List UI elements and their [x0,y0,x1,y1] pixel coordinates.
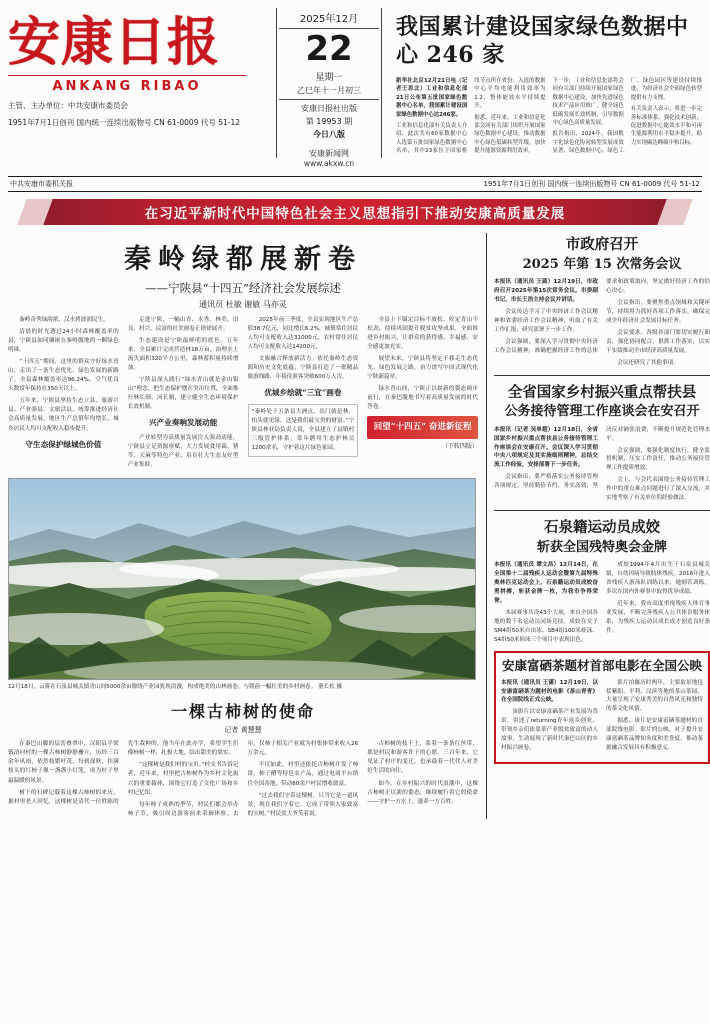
lead-paragraph: 走进宁陕，一幅山青、水秀、林美、田良、村兴、民富的壮美画卷正徐徐展开。 [127,317,239,333]
date-organization: 安康新闻网 [309,149,349,159]
right-paragraph: 本报讯（通讯员 王圆）12月19日，市政府召开2025年第15次常务会议。市委副书记、市长王浩主持会议并讲话。 [494,279,598,303]
lead-article-title: 秦岭绿都展新卷 [124,244,362,275]
date-issue-number: 第 19953 期 [305,117,353,127]
right-paragraph: 本报讯（通讯员 谭文昌）12月14日，在全国第十二届残疾人运动会暨第九届特殊奥林匹克运动会上，石泉籍运动员成姣奋勇拼搏，斩获金牌一枚，为我市争得荣誉。 [494,562,598,605]
lead-paragraph: 2025年前三季度，全县实现地区生产总值38.7亿元，同比增长6.2%，城镇常住居民人均可支配收入达31000元，农村常住居民人均可支配收入达14200元。 [247,317,359,351]
right-article-2-title-line2: 公务接待管理工作座谈会在安召开 [504,404,700,420]
sub-paragraph: 古柿树的枝干上，系着一条条红丝带，那是村民和游客许下的心愿。三百年来，它见证了村庄的变迁，也承载着一代代人对美好生活的向往。 [367,741,478,775]
right-paragraph: 会议要求，各级各部门要切实履行职责，强化协同配合，狠抓工作落实，以实干实绩推动全市经济高质量发展。 [606,329,710,354]
website-url[interactable]: www.akxw.cn [303,159,355,169]
date-lunar: 乙巳年十一月初三 [297,86,361,96]
right-article-1-body [494,278,710,367]
right-paragraph: 会议指出，要聚焦重点领域和关键环节，持续用力抓好各项工作落实，确保完成全年经济社会发展目标任务。 [606,299,710,324]
right-paragraph: 本报讯（通讯员 王潇）12月19日，以安康富硒茶为题材的电影《茶山青青》在全国院线正式公映。 [501,679,598,704]
photo-block [8,478,478,691]
sub-paragraph: 树下的石碑记载着这棵古柿树的来历。据村里老人回忆，这棵树是清代一位姓陈的先生栽种的，他当年在此办学，希望学生们像柿树一样，扎根大地，结出甜美的果实。 [8,741,239,805]
date-publisher: 安康日报社出版 [279,99,379,116]
right-article-1 [494,235,710,368]
lead-paragraph: 五年来，宁陕县坚持生态立县、旅游兴县、产业强县、文旅活县，统筹推进经济社会高质量发展，地区生产总值年均增长，城乡居民人均可支配收入稳步提升。 [8,398,119,432]
right-article-3-title-line2: 斩获全国残特奥会金牌 [536,539,667,555]
right-paragraph: 会议强调，要深入学习贯彻中央经济工作会议精神，准确把握经济工作的总体要求和政策取向，坚定做好经济工作的信心决心。 [494,279,710,354]
right-article-4-title: 安康富硒茶题材首部电影在全国公映 [501,657,702,673]
sub-paragraph: 每年柿子成熟的季节，村民们都会举办柿子节，吸引周边游客前来采摘体验。去年，仅柿子相关产业就为村集体带来收入26万余元。 [127,741,359,817]
date-day: 22 [305,29,353,69]
newspaper-title: 安康日报 [8,12,221,73]
campaign-stamp: 回望“十四五” 奋进新征程 [367,416,478,439]
right-paragraph: 近年来，我市高度重视残疾人体育事业发展，不断完善残疾人公共体育服务体系，为残疾人运动员成长成才创造良好条件。 [606,601,710,634]
headline-paragraph: 有关负责人表示，将进一步完善标准体系，强化技术创新，促进数据中心能效水平和可再生能源利用水平稳步提升，助力实现碳达峰碳中和目标。 [630,106,702,146]
right-paragraph: 据悉，该片是安康富硒茶题材的首部院线电影。影片的公映，对于提升安康富硒茶品牌知名度和美誉度、推动茶旅融合发展具有积极意义。 [606,718,703,752]
lead-section-heading: 兴产业奏响发展动能 [148,418,218,428]
lead-section-heading: 守生态保护绿城色价值 [25,439,102,449]
right-paragraph: 会议强调，要强化制度执行，健全监督机制，压实工作责任，推动公务接待管理工作提质增效。 [606,447,710,472]
lead-paragraph: 秦岭奇秀绿韵浓，汉水碧波润民生。 [19,317,109,323]
lead-paragraph: 全县上下锚定目标不放松、咬定青山不松劲，持续巩固提升脱贫攻坚成果，全面推进乡村振兴，让群众的获得感、幸福感、安全感更加充实。 [367,317,478,351]
date-page-count: 今日八版 [313,130,345,140]
sub-article-title: 一棵古柿树的使命 [170,702,315,722]
right-article-1-title-line2: 2025 年第 15 次常务会议 [522,256,682,272]
lead-paragraph: 文旅融合释放新活力。依托秦岭生态资源和历史文化底蕴，宁陕县打造了一批精品旅游线路，年接待游客突破600万人次。 [247,356,359,381]
headline-paragraph: 工业和信息化部有关负责人介绍，此次共有60家数据中心入选第五批国家绿色数据中心名单，其中23家位于国家枢纽节点所在省份。入选的数据中心平均电能利用效率为1.2，整体能效水平持续提升。 [396,78,546,154]
newspaper-pinyin: ANKANG RIBAO [8,75,246,94]
lead-section-heading: 优城乡绘就“三宜”画卷 [264,388,342,398]
right-paragraph: 会议指出，要严格落实公务接待管理各项规定，坚持勤俭节约、务实高效，坚决反对铺张浪费，不断提升规范化管理水平。 [494,426,710,490]
right-article-2-title-line1: 全省国家乡村振兴重点帮扶县 [507,383,697,401]
right-divider-1 [494,375,710,376]
main-content [8,233,710,819]
sub-paragraph: 如今，在乡村振兴的时代浪潮中，这棵古柿树正以新的姿态，继续履行着它的使命——守护一方水土，滋养一方百姓。 [367,780,478,805]
right-article-2-body [494,426,710,504]
right-paragraph: 本报讯（记者 吴单超）12月18日，全省国家乡村振兴重点帮扶县公务接待管理工作座谈会在安康召开。会议深入学习贯彻中央八项规定及其实施细则精神，总结交流工作经验，安排部署下一步任务。 [494,426,598,469]
masthead-footer-right: 1951年7月1日创刊 国内统一连续出版物号 CN 61-0009 代号 51-12 [483,180,700,188]
right-paragraph: 会上，与会代表围绕公务接待管理工作中的重点难点问题进行了深入交流，并实地考察了有关单位的经验做法。 [606,477,710,502]
headline-article [388,6,702,155]
date-weekday: 星期一 [315,73,343,84]
landscape-photo [8,478,476,680]
masthead-footer-left: 中共安康市委机关报 [10,180,73,188]
right-divider-2 [494,510,710,511]
lead-paragraph: 生态建设是宁陕最鲜明的底色。五年来，全县累计完成营造林18万亩，治理水土流失面积320平方公里，森林蓄积量持续增加。 [127,338,239,372]
right-article-4-body [501,679,703,757]
lead-article-byline: 通讯员 杜敏 谢敏 马亦灵 [199,300,287,309]
masthead [8,6,702,174]
lead-paragraph: “十四五”期间，这里的群众守好绿水青山，走出了一条生态优先、绿色发展的新路子。全县森林覆盖率达96.24%，空气优良天数常年保持在350天以上。 [8,359,119,393]
headline-paragraph: 报告指出，2024年，我国数字化绿色化协同转型发展成效显著，绿色数据中心、绿色工厂、绿色园区等建设持续推进，为经济社会全面绿色转型提供有力支撑。 [552,78,702,154]
lead-pull-quote: “秦岭处于五条县大洲点，出门就是林，抬头就见绿，这是我们最宝贵的财富。”宁陕县林业局负责人说，全县建立了县镇村三级管护体系，常年聘用生态护林员1200余名，守护着这片绿色家园。 [248,404,359,457]
lead-article-body [8,316,478,470]
lead-article-subtitle: ——宁陕县“十四五”经济社会发展综述 [145,281,341,295]
headline-title: 我国累计建设国家绿色数据中心 246 家 [396,14,689,68]
headline-paragraph: 下一步，工业和信息化部将会同有关部门持续开展国家绿色数据中心建设，加快先进绿色技术产品应用推广，健全绿色低碳发展长效机制，引导数据中心绿色高质量发展。 [552,78,624,126]
sub-paragraph: “这棵树是我们村的宝贝。”村支书告诉记者，近年来，村里把古柿树作为乡村文化振兴的重要载体，围绕它打造了文化广场和乡村记忆馆。 [127,762,239,796]
slogan-banner-wrap [8,199,702,225]
right-paragraph: 成姣1994年4月出生于石泉县城关镇，自幼因病导致肢体残疾。2016年进入省残疾人游泳队训练以来，她刻苦训练，多次在国内外赛事中取得优异成绩。 [606,562,710,596]
sub-article-body [8,740,478,818]
right-article-1-title-line1: 市政府召开 [565,236,639,253]
sub-paragraph: 不仅如此，村里还依托古柿树开发了柿饼、柿子醋等特色农产品，通过电商平台销往全国各地，带动60余户村民增收致富。 [247,762,359,787]
right-article-3 [494,518,710,645]
masthead-sponsor-line1: 主管、主办单位：中共安康市委员会 [8,100,128,110]
right-article-2 [494,383,710,504]
date-block [276,8,382,169]
lead-paragraph: 清晨的时光透过24小时森林覆盖率的县，宁陕县如同镶嵌在秦岭腹地的一颗绿色明珠。 [8,329,119,354]
masthead-sponsor-line2: 1951年7月1日创刊 国内统一连续出版物号 CN 61-0009 代号 51-12 [8,117,241,127]
right-article-4 [494,651,710,764]
sub-paragraph: “过去我们守着这棵树，只当它是一道风景；现在我们守着它，它成了带领大家致富的宝树。”村民张大爷笑着说。 [247,792,359,817]
right-article-3-title-line1: 石泉籍运动员成姣 [544,519,660,537]
lead-paragraph: 展望未来，宁陕县将坚定不移走生态优先、绿色发展之路，奋力谱写中国式现代化宁陕新篇章。 [367,356,478,381]
continued-note: （下转四版） [441,443,478,451]
lead-paragraph: 绿水青山间，宁陕正以崭新的姿态阔步前行，在秦巴腹地书写着高质量发展的时代答卷。 [367,386,478,411]
right-paragraph: 会议还研究了其他事项。 [617,359,679,366]
slogan-banner [35,199,675,225]
lead-paragraph: 宁陕县深入践行“绿水青山就是金山银山”理念，把生态保护摆在突出位置，全面推行林长制、河长制，建立健全生态环境保护长效机制。 [127,377,239,411]
right-paragraph: 本届赛事共设43个大项，来自全国各地的数千名运动员同场竞技。成姣在女子SM4组50米自由泳、SB4组100米蛙泳、S4组50米仰泳三个项目中表现出色。 [494,609,598,643]
date-year-month: 2025年12月 [279,10,379,29]
sub-article-byline: 记者 黄慧慧 [224,726,262,735]
photo-caption: 12月18日，云雾在石泉县城关镇青山间5000余亩缭绕产业园犹现浪漫，构成绝美的山林画卷，与朝前一幅壮美的乡村画卷。 董长松 摄 [8,683,343,690]
left-column [8,233,478,819]
right-column [486,233,710,819]
headline-body [396,77,702,155]
lead-paragraph: 产业转型为高质量发展注入强劲动能。宁陕县立足资源禀赋，大力发展食用菌、猪苓、天麻等特色产业，培育壮大生态友好型产业集群。 [127,434,239,468]
sub-paragraph: 在秦巴山脚的层峦叠翠中，汉阳县平梁镇清河村的一棵古柿树静静矗立，历经三百余年风雨，依然枝繁叶茂，每到深秋，挂满枝头的红柿子像一盏盏小灯笼，成为村子里最温暖的风景。 [8,741,119,784]
right-paragraph: 该影片以安康富硒茶产业发展为背景，讲述了returning青年返乡创业、带领乡亲们依靠茶产业脱贫致富的动人故事，生动展现了新时代秦巴山区的乡村振兴画卷。 [501,709,598,752]
masthead-subbar [8,177,702,192]
right-paragraph: 会议传达学习了中央经济工作会议精神和省委经济工作会议精神，听取了有关工作汇报，研究部署下一步工作。 [494,308,598,333]
slogan-text: 在习近平新时代中国特色社会主义思想指引下推动安康高质量发展 [144,206,566,222]
headline-paragraph: 据悉，近年来，工业和信息化部会同有关部门组织开展国家绿色数据中心建设，推动数据中心绿色低碳转型升级，加快提升能源资源利用效率。 [474,114,546,154]
newspaper-logo [8,6,270,128]
right-article-3-body [494,561,710,644]
headline-paragraph: 新华社北京12月21日电（记者王思北）工业和信息化部21日公布第五批国家绿色数据中心名单，我国累计建设国家绿色数据中心达246家。 [396,78,468,118]
right-paragraph: 影片拍摄历时两年，主要取景地包括紫阳、平利、汉滨等地的茶山茶园，大量呈现了安康秀美的自然风光和独特的茶文化风情。 [606,679,703,713]
